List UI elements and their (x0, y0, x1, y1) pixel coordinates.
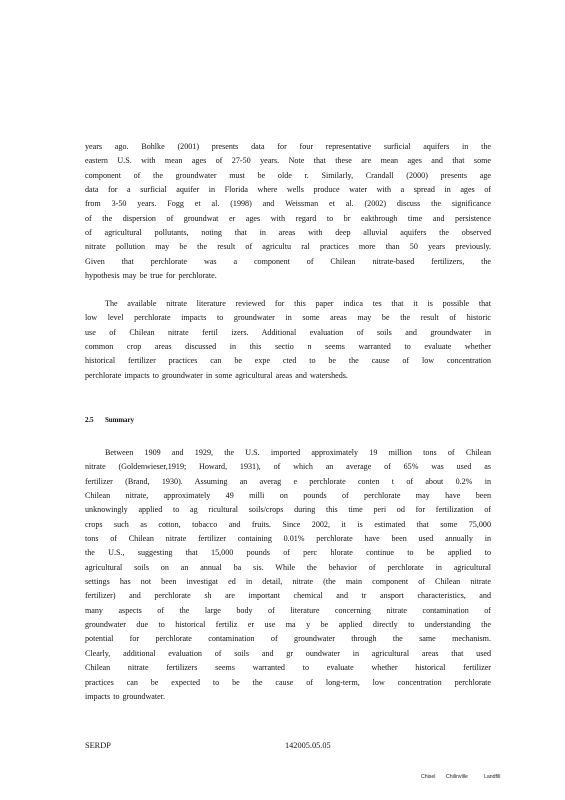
text-line: practices can be expected to be the cause of long-term, low concentration perchlorate (85, 677, 491, 687)
text-line: tons of Chilean nitrate fertilizer containing 0.01% perchlorate have been used annually in (85, 534, 491, 544)
text-line: settings has not been investigat ed in detail, nitrate (the main component of Chilean nitrate (85, 577, 491, 587)
text-line: Given that perchlorate was a component of Chilean nitrate-based fertilizers, the (85, 256, 491, 266)
text-line: component of the groundwater must be olde r. Similarly, Crandall (2000) presents age (85, 170, 491, 180)
text-line: use of Chilean nitrate fertil izers. Additional evaluation of soils and groundwater in (85, 327, 491, 337)
text-line: eastern U.S. with mean ages of 27-50 years. Note that these are mean ages and that some (85, 156, 491, 166)
text-line: from 3-50 years. Fogg et al. (1998) and Weissman et al. (2002) discuss the significance (85, 199, 491, 209)
text-line: years ago. Bohlke (2001) presents data for four representative surficial aquifers in the (85, 142, 491, 151)
text-line: nitrate (Goldenwieser,1919; Howard, 1931), of which an average of 65% was used as (85, 462, 491, 472)
text-line: groundwater due to historical fertiliz er use ma y be applied directly to understanding the (85, 620, 491, 630)
text-line: nitrate pollution may be the result of agricultu ral practices more than 50 years previously. (85, 242, 491, 252)
bottom-label-1: Chisel (421, 774, 436, 780)
paragraph-3 (85, 446, 491, 704)
text-line: historical fertilizer practices can be expe cted to be the cause of low concentration (85, 356, 491, 366)
text-line: Between 1909 and 1929, the U.S. imported approximately 19 million tons of Chilean (105, 448, 491, 457)
text-line: Chilean nitrate, approximately 49 milli on pounds of perchlorate may have been (85, 491, 491, 501)
paragraph-2 (85, 297, 491, 383)
bottom-label-3: Landfill (484, 774, 501, 780)
section-number: 2.5 (85, 416, 94, 424)
text-line: crops such as cotton, tobacco and fruits. Since 2002, it is estimated that some 75,000 (85, 519, 491, 529)
text-line: the U.S., suggesting that 15,000 pounds of perc hlorate continue to be applied to (85, 548, 491, 558)
section-heading (85, 416, 134, 424)
text-line: The available nitrate literature reviewed for this paper indica tes that it is possible that (105, 299, 491, 308)
text-line: Chilean nitrate fertilizers seems warranted to evaluate whether historical fertilizer (85, 663, 491, 673)
text-line: common crop areas discussed in this sectio n seems warranted to evaluate whether (85, 342, 491, 352)
text-line: data for a surficial aquifer in Florida where wells produce water with a spread in ages of (85, 185, 491, 195)
text-line: of the dispersion of groundwat er ages with regard to br eakthrough time and persistence (85, 213, 491, 223)
text-line: agricultural soils on an annual ba sis. While the behavior of perchlorate in agricultural (85, 562, 491, 572)
bottom-label-2: Chilinville (446, 774, 468, 780)
text-line: potential for perchlorate contamination of groundwater through the same mechanism. (85, 634, 491, 644)
text-line: unknowingly applied to ag ricultural soils/crops during this time peri od for fertilization of (85, 505, 491, 515)
section-title: Summary (105, 416, 134, 424)
text-line: low level perchlorate impacts to groundwater in some areas may be the result of historic (85, 313, 491, 323)
text-line: many aspects of the large body of literature concerning nitrate contamination of (85, 605, 491, 615)
text-line: fertilizer) and perchlorate sh are important chemical and tr ansport characteristics, and (85, 591, 491, 601)
text-line: fertilizer (Brand, 1930). Assuming an averag e perchlorate conten t of about 0.2% in (85, 476, 491, 486)
footer-center: 142005.05.05 (285, 741, 331, 750)
text-line: perchlorate impacts to groundwater in some agricultural areas and watersheds. (85, 370, 348, 380)
footer-left: SERDP (85, 741, 111, 750)
text-line: impacts to groundwater. (85, 691, 165, 701)
text-line: of agricultural pollutants, noting that in areas with deep alluvial aquifers the observed (85, 228, 491, 238)
paragraph-1 (85, 140, 491, 283)
text-line: hypothesis may be true for perchlorate. (85, 271, 217, 281)
text-line: Clearly, additional evaluation of soils and gr oundwater in agricultural areas that used (85, 648, 491, 658)
